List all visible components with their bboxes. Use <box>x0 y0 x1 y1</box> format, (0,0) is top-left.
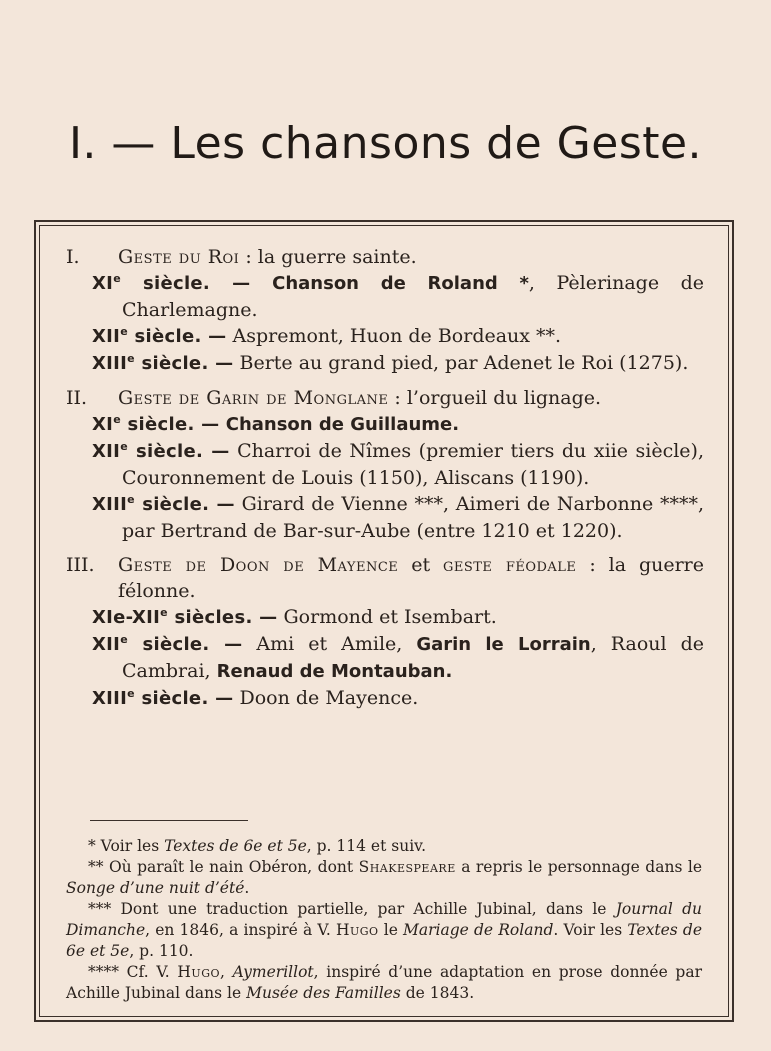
list-item <box>66 411 704 438</box>
century-label: XIe-XIIe siècles. — <box>92 606 278 628</box>
section-heading <box>66 552 704 604</box>
section-theme: : l’orgueil du lignage. <box>388 387 602 409</box>
section-name-secondary: geste féodale <box>442 554 577 576</box>
work-title-bold: Garin le Lorrain <box>416 634 591 655</box>
century-label: XIIe siècle. — <box>92 325 227 347</box>
works-text: , Pèlerinage de Charlemagne. <box>122 272 704 321</box>
works-text: Ami et Amile, <box>242 633 417 655</box>
section-number: III. <box>66 554 95 576</box>
work-title-bold: Chanson de Guillaume. <box>219 414 460 435</box>
section-theme: : la guerre félonne. <box>118 554 704 602</box>
works-text: Charroi de Nîmes (premier tiers du xiie siècle), Couronnement de Louis (1150), Aliscans (1190). <box>122 440 705 489</box>
footnotes <box>66 836 702 1004</box>
footnote-2: ** Où paraît le nain Obéron, dont Shakespeare a repris le personnage dans le Songe d’une nuit d’été. <box>66 858 702 897</box>
works-text: Aspremont, Huon de Bordeaux **. <box>226 325 562 347</box>
century-label: XIIIe siècle. — <box>92 352 234 374</box>
footnote-4: **** Cf. V. Hugo, Aymerillot, inspiré d’une adaptation en prose donnée par Achille Jubinal dans le Musée des Familles de 1843. <box>66 963 703 1002</box>
works-text: Gormond et Isembart. <box>277 606 497 628</box>
century-label: XIIIe siècle. — <box>92 493 235 515</box>
chansons-list <box>66 244 704 720</box>
century-label: XIe siècle. — <box>92 413 220 435</box>
section-number: II. <box>66 387 88 409</box>
list-item <box>66 604 704 631</box>
section-theme: : la guerre sainte. <box>239 246 417 268</box>
century-label: XIIe siècle. — <box>92 633 243 655</box>
century-label: XIe siècle. — <box>92 272 251 294</box>
section-geste-du-roi <box>66 244 704 377</box>
section-number: I. <box>66 246 80 268</box>
works-text: , Raoul de Cambrai, <box>122 633 704 682</box>
work-title-bold: Chanson de Roland * <box>250 273 529 294</box>
footnote-3: *** Dont une traduction partielle, par Achille Jubinal, dans le Journal du Dimanche, en 1846, a inspiré à V. Hugo le Mariage de Roland. Voir les Textes de 6e et 5e, p. 110. <box>66 900 703 960</box>
section-geste-de-garin <box>66 385 704 544</box>
works-text: Berte au grand pied, par Adenet le Roi (1275). <box>233 352 689 374</box>
list-item <box>66 631 704 685</box>
list-item <box>66 438 704 491</box>
footnote-1: * Voir les Textes de 6e et 5e, p. 114 et suiv. <box>88 837 426 855</box>
century-label: XIIIe siècle. — <box>92 687 234 709</box>
section-name: Geste de Doon de Mayence <box>118 554 399 576</box>
section-conjunction: et <box>398 554 443 576</box>
footnote-rule <box>90 820 248 821</box>
works-text: Doon de Mayence. <box>233 687 419 709</box>
list-item <box>66 491 704 544</box>
section-geste-de-doon <box>66 552 704 712</box>
section-name: Geste du Roi <box>118 246 240 268</box>
list-item <box>66 350 704 377</box>
work-title-bold: Renaud de Montauban. <box>216 661 453 682</box>
page-title: I. — Les chansons de Geste. <box>68 118 703 169</box>
century-label: XIIe siècle. — <box>92 440 230 462</box>
section-heading <box>66 385 704 411</box>
section-heading <box>66 244 704 270</box>
list-item <box>66 270 704 323</box>
section-name: Geste de Garin de Monglane <box>118 387 389 409</box>
list-item <box>66 323 704 350</box>
works-text: Girard de Vienne ***, Aimeri de Narbonne ****, par Bertrand de Bar-sur-Aube (entre 1210 et 1220). <box>122 493 704 542</box>
list-item <box>66 685 704 712</box>
